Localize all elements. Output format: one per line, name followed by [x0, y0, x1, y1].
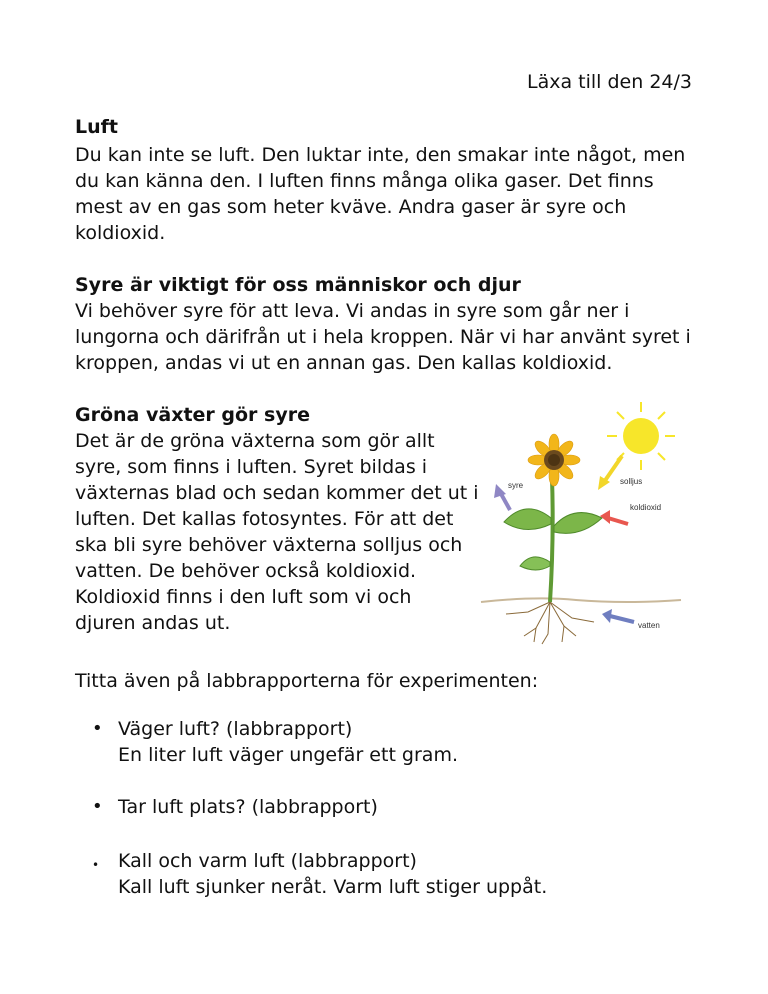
leaf-left: [504, 509, 551, 530]
paragraph-line: koldioxid.: [75, 222, 166, 244]
section-heading-air: Luft: [75, 116, 118, 138]
paragraph-line: mest av en gas som heter kväve. Andra gaser är syre och: [75, 196, 627, 218]
paragraph-line: Det är de gröna växterna som gör allt: [75, 430, 435, 452]
paragraph-line: Koldioxid finns i den luft som vi och: [75, 586, 412, 608]
label-carbon-dioxide: koldioxid: [630, 503, 662, 512]
experiments-intro: Titta även på labbrapporterna för experimenten:: [75, 670, 539, 692]
section-heading-oxygen: Syre är viktigt för oss människor och djur: [75, 274, 521, 296]
paragraph-line: vatten. De behöver också koldioxid.: [75, 560, 417, 582]
section-heading-green-plants: Gröna växter gör syre: [75, 404, 310, 426]
leaf-right: [554, 513, 602, 534]
paragraph-line: ska bli syre behöver växterna solljus och: [75, 534, 463, 556]
homework-due-label: Läxa till den 24/3: [527, 71, 692, 93]
paragraph-line: lungorna och därifrån ut i hela kroppen. När vi har använt syret i: [75, 326, 691, 348]
experiment-title: Kall och varm luft (labbrapport): [118, 850, 417, 872]
experiment-title: Väger luft? (labbrapport): [118, 718, 353, 740]
paragraph-line: Vi behöver syre för att leva. Vi andas in syre som går ner i: [75, 300, 630, 322]
paragraph-line: Du kan inte se luft. Den luktar inte, den smakar inte något, men: [75, 144, 686, 166]
bullet-icon: •: [92, 718, 103, 739]
water-arrow: [602, 609, 634, 623]
paragraph-line: djuren andas ut.: [75, 612, 231, 634]
bullet-icon: •: [92, 858, 100, 872]
sunflower-head: [528, 434, 580, 486]
experiment-title: Tar luft plats? (labbrapport): [118, 796, 378, 818]
paragraph-line: växternas blad och sedan kommer det ut i: [75, 482, 479, 504]
paragraph-line: luften. Det kallas fotosyntes. För att det: [75, 508, 454, 530]
label-sunlight: solljus: [620, 477, 643, 486]
paragraph-line: du kan känna den. I luften finns många olika gaser. Det finns: [75, 170, 654, 192]
sunlight-arrow: [598, 456, 622, 490]
experiment-note: Kall luft sjunker neråt. Varm luft stiger uppåt.: [118, 876, 548, 898]
paragraph-line: kroppen, andas vi ut en annan gas. Den kallas koldioxid.: [75, 352, 613, 374]
paragraph-line: syre, som finns i luften. Syret bildas i: [75, 456, 428, 478]
carbon-dioxide-arrow: [600, 510, 628, 524]
label-water: vatten: [638, 621, 660, 630]
stem: [550, 478, 553, 602]
label-oxygen: syre: [508, 481, 524, 490]
bullet-icon: •: [92, 796, 103, 817]
photosynthesis-illustration: [476, 398, 682, 648]
leaf-small: [520, 557, 550, 570]
experiment-note: En liter luft väger ungefär ett gram.: [118, 744, 458, 766]
